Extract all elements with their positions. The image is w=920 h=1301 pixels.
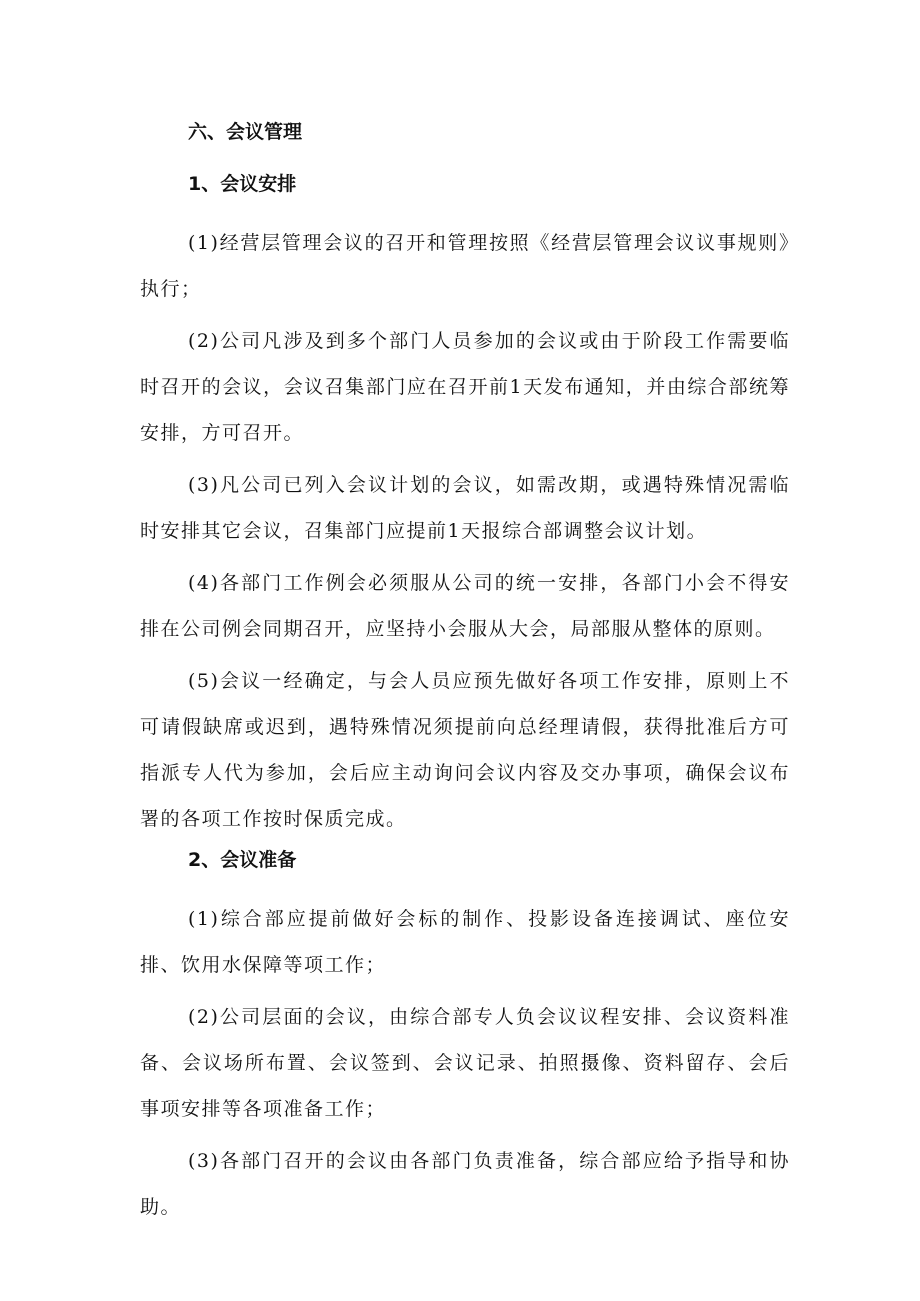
paragraph: (1)经营层管理会议的召开和管理按照《经营层管理会议议事规则》执行； — [140, 232, 790, 300]
subsection-title-preparation: 2、会议准备 — [188, 849, 297, 871]
paragraph: (3)各部门召开的会议由各部门负责准备，综合部应给予指导和协助。 — [140, 1150, 790, 1218]
subsection-title-arrangement: 1、会议安排 — [188, 173, 297, 195]
paragraph: (2)公司凡涉及到多个部门人员参加的会议或由于阶段工作需要临时召开的会议，会议召集部门应在召开前1天发布通知，并由综合部统筹安排，方可召开。 — [140, 330, 790, 444]
paragraph: (1)综合部应提前做好会标的制作、投影设备连接调试、座位安排、饮用水保障等项工作； — [140, 908, 790, 976]
paragraph: (5)会议一经确定，与会人员应预先做好各项工作安排，原则上不可请假缺席或迟到，遇特殊情况须提前向总经理请假，获得批准后方可指派专人代为参加，会后应主动询问会议内容及交办事项，确保会议布署的各项工作按时保质完成。 — [140, 670, 790, 830]
paragraph: (4)各部门工作例会必须服从公司的统一安排，各部门小会不得安排在公司例会同期召开，应坚持小会服从大会，局部服从整体的原则。 — [140, 572, 790, 640]
document-body — [140, 112, 790, 1230]
paragraph: (2)公司层面的会议，由综合部专人负会议议程安排、会议资料准备、会议场所布置、会议签到、会议记录、拍照摄像、资料留存、会后事项安排等各项准备工作； — [140, 1006, 790, 1120]
section-title: 六、会议管理 — [188, 121, 303, 143]
paragraph: (3)凡公司已列入会议计划的会议，如需改期，或遇特殊情况需临时安排其它会议，召集部门应提前1天报综合部调整会议计划。 — [140, 474, 790, 542]
